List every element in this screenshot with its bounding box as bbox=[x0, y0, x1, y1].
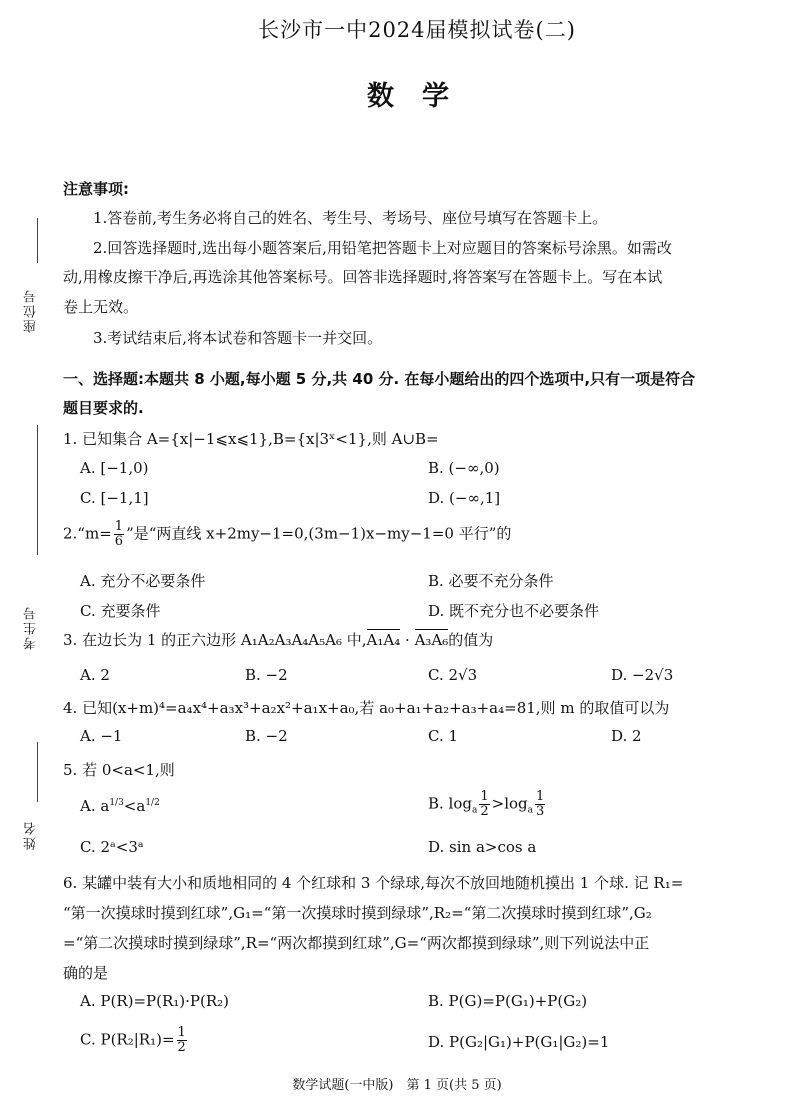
section-heading: 一、选择题:本题共 8 小题,每小题 5 分,共 40 分. 在每小题给出的四个选项中,只有一项是符合 bbox=[63, 370, 696, 388]
notice-item: 1.答卷前,考生务必将自己的姓名、考生号、考场号、座位号填写在答题卡上。 bbox=[93, 209, 608, 227]
q5-option-a: A. $a^{1/3}<a^{1/2}$ bbox=[80, 797, 160, 815]
question-6-line: 6. 某罐中装有大小和质地相同的 4 个红球和 3 个绿球,每次不放回地随机摸出 1 个球. 记 R₁= bbox=[63, 874, 684, 892]
q3-option-d: D. −2√3 bbox=[611, 666, 674, 684]
q1-option-a: A. [−1,0) bbox=[80, 459, 149, 477]
q1-option-d: D. (−∞,1] bbox=[428, 489, 501, 507]
q4-option-a: A. −1 bbox=[80, 727, 123, 745]
q2-option-c: C. 充要条件 bbox=[80, 602, 161, 620]
question-4-stem: 4. 已知(x+m)⁴=a₄x⁴+a₃x³+a₂x²+a₁x+a₀,若 a₀+a₁+a₂+a₃+a₄=81,则 m 的取值可以为 bbox=[63, 699, 670, 717]
q5-option-c: C. 2ᵃ<3ᵃ bbox=[80, 838, 144, 856]
q6-option-d: D. P(G₂|G₁)+P(G₁|G₂)=1 bbox=[428, 1033, 610, 1051]
q3-option-c: C. 2√3 bbox=[428, 666, 478, 684]
question-3-stem: 3. 在边长为 1 的正六边形 A₁A₂A₃A₄A₅A₆ 中,A₁A₄ · A₃A₆的值为 bbox=[63, 631, 494, 649]
name-label: 姓名 bbox=[24, 820, 39, 850]
section-heading-cont: 题目要求的. bbox=[63, 399, 144, 417]
question-6-line: “第一次摸球时摸到红球”,G₁=“第一次摸球时摸到绿球”,R₂=“第二次摸球时摸到红球”,G₂ bbox=[63, 904, 652, 922]
page-footer: 数学试题(一中版) 第 1 页(共 5 页) bbox=[292, 1078, 502, 1093]
question-5-stem: 5. 若 0<a<1,则 bbox=[63, 761, 175, 779]
q1-option-c: C. [−1,1] bbox=[80, 489, 149, 507]
q6-option-b: B. P(G)=P(G₁)+P(G₂) bbox=[428, 992, 588, 1010]
q2-option-b: B. 必要不充分条件 bbox=[428, 572, 554, 590]
q5-option-d: D. sin a>cos a bbox=[428, 838, 537, 856]
notice-heading: 注意事项: bbox=[63, 180, 129, 198]
question-1-stem: 1. 已知集合 A={x|−1⩽x⩽1},B={x|3ˣ<1},则 A∪B= bbox=[63, 430, 439, 448]
candidate-number-label: 考生号 bbox=[24, 605, 39, 650]
q6-option-a: A. P(R)=P(R₁)·P(R₂) bbox=[80, 992, 230, 1010]
question-2-stem: 2.“m= $\frac{1}{6}$ ”是“两直线 x+2my−1=0,(3m−1)x−my−1=0 平行”的 bbox=[63, 519, 512, 549]
notice-item: 动,用橡皮擦干净后,再选涂其他答案标号。回答非选择题时,将答案写在答题卡上。写在本试 bbox=[63, 268, 663, 286]
q2-option-d: D. 既不充分也不必要条件 bbox=[428, 602, 600, 620]
paper-title: 长沙市一中2024届模拟试卷(二) bbox=[258, 18, 576, 42]
margin-line bbox=[37, 742, 38, 802]
vector: A₁A₄ bbox=[366, 631, 401, 649]
q3-option-a: A. 2 bbox=[80, 666, 110, 684]
question-6-line: 确的是 bbox=[63, 964, 109, 982]
notice-item: 2.回答选择题时,选出每小题答案后,用铅笔把答题卡上对应题目的答案标号涂黑。如需改 bbox=[93, 239, 672, 257]
q4-option-b: B. −2 bbox=[245, 727, 288, 745]
notice-item: 3.考试结束后,将本试卷和答题卡一并交回。 bbox=[93, 329, 383, 347]
margin-line bbox=[37, 218, 38, 263]
q6-option-c: C. P(R₂|R₁)= $\frac{1}{2}$ bbox=[80, 1025, 186, 1055]
q2-option-a: A. 充分不必要条件 bbox=[80, 572, 206, 590]
q4-option-d: D. 2 bbox=[611, 727, 642, 745]
notice-item: 卷上无效。 bbox=[63, 298, 139, 316]
question-6-line: =“第二次摸球时摸到绿球”,R=“两次都摸到红球”,G=“两次都摸到绿球”,则下列说法中正 bbox=[63, 934, 650, 952]
q1-option-b: B. (−∞,0) bbox=[428, 459, 500, 477]
subject-title: 数学 bbox=[367, 81, 477, 112]
vector: A₃A₆ bbox=[414, 631, 449, 649]
fraction: $\frac{1}{6}$ bbox=[114, 519, 124, 549]
q4-option-c: C. 1 bbox=[428, 727, 459, 745]
q5-option-b: B. $\log_a$ $\frac{1}{2}$ $>\log_a$ $\frac{1}{3}$ bbox=[428, 789, 545, 819]
seat-number-label: 座位号 bbox=[24, 288, 39, 333]
margin-line bbox=[37, 425, 38, 555]
q3-option-b: B. −2 bbox=[245, 666, 288, 684]
